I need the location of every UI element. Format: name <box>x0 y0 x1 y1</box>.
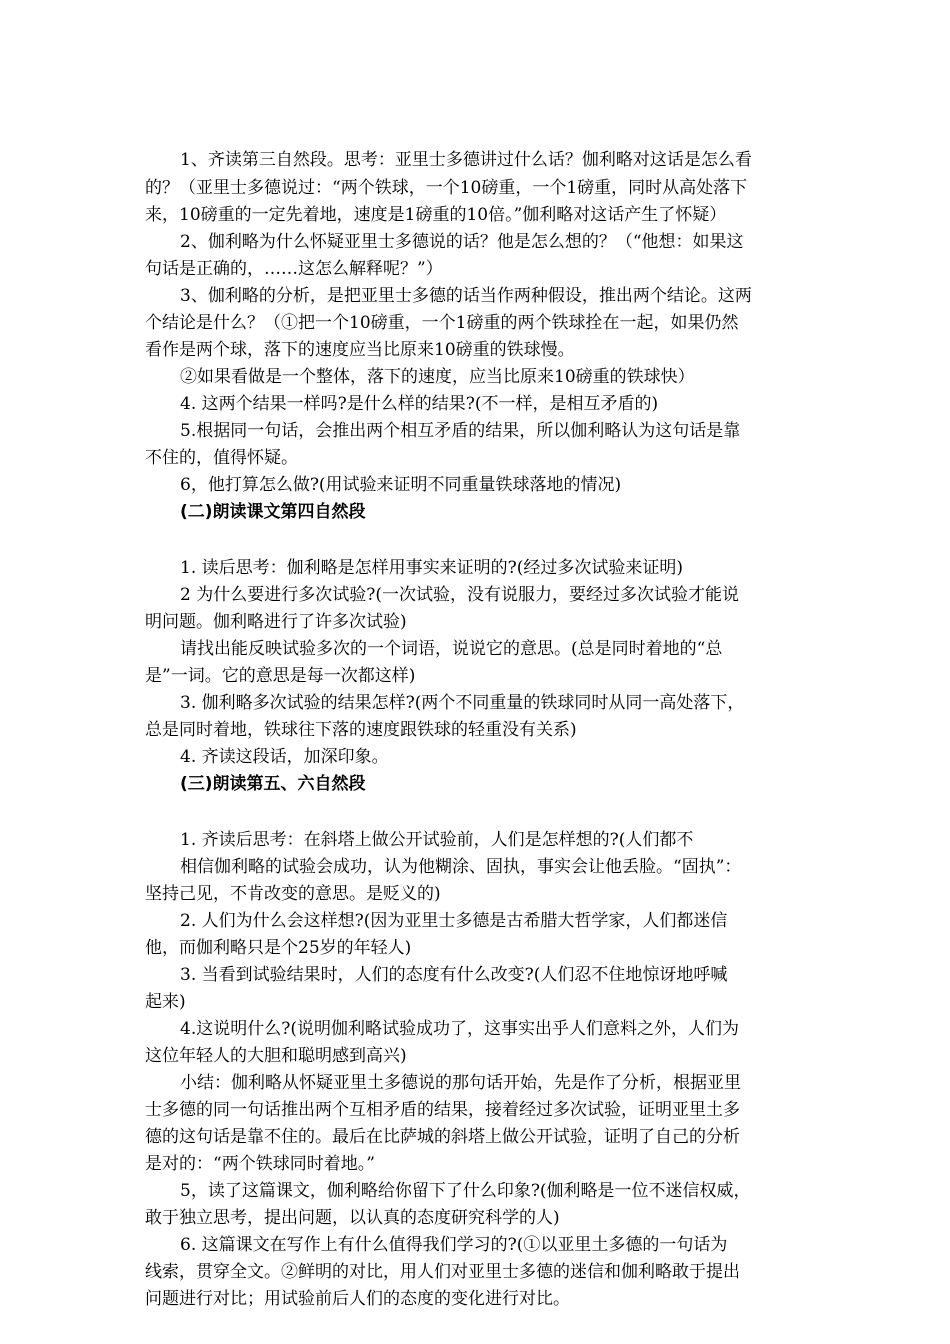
text-line <box>0 1230 950 1260</box>
line-text: 坚持己见，不肯改变的意思。是贬义的) <box>145 884 441 904</box>
text-line <box>0 1095 950 1125</box>
line-text: 的？（亚里士多德说过：“两个铁球，一个10磅重，一个1磅重，同时从高处落下 <box>145 178 748 198</box>
text-line <box>0 906 950 936</box>
text-line <box>0 308 950 338</box>
text-line <box>0 607 950 637</box>
text-line <box>0 1014 950 1044</box>
line-text: 3. 伽利略多次试验的结果怎样?(两个不同重量的铁球同时从同一高处落下， <box>180 693 745 713</box>
line-text: 线索，贯穿全文。②鲜明的对比，用人们对亚里士多德的迷信和伽利略敢于提出 <box>145 1262 740 1282</box>
text-line <box>0 661 950 691</box>
text-line <box>0 688 950 718</box>
section-heading-text: (三)朗读第五、六自然段 <box>180 774 366 794</box>
text-line <box>0 443 950 473</box>
line-text: 2. 人们为什么会这样想?(因为亚里士多德是古希腊大哲学家，人们都迷信 <box>180 911 728 931</box>
line-text: 看作是两个球，落下的速度应当比原来10磅重的铁球慢。 <box>145 340 575 360</box>
line-text: 总是同时着地，铁球往下落的速度跟铁球的轻重没有关系) <box>145 720 577 740</box>
line-text: 德的这句话是靠不住的。最后在比萨城的斜塔上做公开试验，证明了自己的分析 <box>145 1127 740 1147</box>
text-line <box>0 335 950 365</box>
line-text: 4. 齐读这段话，加深印象。 <box>180 747 389 767</box>
text-line <box>0 145 950 175</box>
section-heading <box>0 769 950 799</box>
text-line <box>0 416 950 446</box>
line-text: 4.这说明什么?(说明伽利略试验成功了，这事实出乎人们意料之外，人们为 <box>180 1019 739 1039</box>
text-line <box>0 1284 950 1314</box>
text-line <box>0 879 950 909</box>
line-text: 6，他打算怎么做?(用试验来证明不同重量铁球落地的情况) <box>180 475 622 495</box>
text-line <box>0 200 950 230</box>
line-text: 5，读了这篇课文，伽利略给你留下了什么印象?(伽利略是一位不迷信权威， <box>180 1181 751 1201</box>
text-line <box>0 852 950 882</box>
line-text: 1. 齐读后思考：在斜塔上做公开试验前，人们是怎样想的?(人们都不 <box>180 830 694 850</box>
text-line <box>0 715 950 745</box>
text-line <box>0 1041 950 1071</box>
text-line <box>0 1149 950 1179</box>
line-text: ②如果看做是一个整体，落下的速度，应当比原来10磅重的铁球快） <box>180 367 695 387</box>
text-line <box>0 987 950 1017</box>
text-line <box>0 227 950 257</box>
section-heading-text: (二)朗读课文第四自然段 <box>180 502 366 522</box>
text-line <box>0 389 950 419</box>
line-text: 1、齐读第三自然段。思考：亚里士多德讲过什么话？伽利略对这话是怎么看 <box>180 150 752 170</box>
line-text: 个结论是什么？（①把一个10磅重，一个1磅重的两个铁球拴在一起，如果仍然 <box>145 313 739 333</box>
line-text: 小结：伽利略从怀疑亚里土多德说的那句话开始，先是作了分析，根据亚里 <box>180 1073 741 1093</box>
text-line <box>0 1176 950 1206</box>
line-text: 5.根据同一句话，会推出两个相互矛盾的结果，所以伽利略认为这句话是靠 <box>180 421 741 441</box>
line-text: 问题进行对比；用试验前后人们的态度的变化进行对比。 <box>145 1289 570 1309</box>
text-line <box>0 634 950 664</box>
text-line <box>0 742 950 772</box>
line-text: 1. 读后思考：伽利略是怎样用事实来证明的?(经过多次试验来证明) <box>180 558 684 578</box>
line-text: 3、伽利略的分析，是把亚里士多德的话当作两种假设，推出两个结论。这两 <box>180 286 752 306</box>
line-text: 4. 这两个结果一样吗?是什么样的结果?(不一样，是相互矛盾的) <box>180 394 659 414</box>
text-line <box>0 281 950 311</box>
line-text: 6. 这篇课文在写作上有什么值得我们学习的?(①以亚里土多德的一句话为 <box>180 1235 728 1255</box>
line-text: 3. 当看到试验结果时，人们的态度有什么改变?(人们忍不住地惊讶地呼喊 <box>180 965 728 985</box>
text-line <box>0 362 950 392</box>
text-line <box>0 1257 950 1287</box>
line-text: 士多德的同一句话推出两个互相矛盾的结果，接着经过多次试验，证明亚里土多 <box>145 1100 740 1120</box>
line-text: 明问题。伽利略进行了许多次试验) <box>145 612 407 632</box>
line-text: 是对的：“两个铁球同时着地。” <box>145 1154 375 1174</box>
line-text: 起来) <box>145 992 186 1012</box>
text-line <box>0 1122 950 1152</box>
text-line <box>0 960 950 990</box>
text-line <box>0 470 950 500</box>
line-text: 他，而伽利略只是个25岁的年轻人) <box>145 938 412 958</box>
line-text: 请找出能反映试验多次的一个词语，说说它的意思。(总是同时着地的“总 <box>180 639 723 659</box>
text-line <box>0 825 950 855</box>
text-line <box>0 580 950 610</box>
line-text: 是”一词。它的意思是每一次都这样) <box>145 666 416 686</box>
line-text: 不住的，值得怀疑。 <box>145 448 298 468</box>
line-text: 2、伽利略为什么怀疑亚里士多德说的话？他是怎么想的？（“他想：如果这 <box>180 232 744 252</box>
text-line <box>0 1203 950 1233</box>
line-text: 敢于独立思考，提出问题，以认真的态度研究科学的人) <box>145 1208 560 1228</box>
line-text: 句话是正确的，……这怎么解释呢？”） <box>145 259 443 279</box>
section-heading <box>0 497 950 527</box>
text-line <box>0 553 950 583</box>
text-line <box>0 933 950 963</box>
text-line <box>0 1068 950 1098</box>
line-text: 2 为什么要进行多次试验?(一次试验，没有说服力，要经过多次试验才能说 <box>180 585 739 605</box>
line-text: 来，10磅重的一定先着地，速度是1磅重的10倍。”伽利略对这话产生了怀疑） <box>145 205 727 225</box>
text-line <box>0 254 950 284</box>
text-line <box>0 173 950 203</box>
line-text: 这位年轻人的大胆和聪明感到高兴) <box>145 1046 407 1066</box>
line-text: 相信伽利略的试验会成功，认为他糊涂、固执，事实会让他丢脸。“固执”： <box>180 857 742 877</box>
